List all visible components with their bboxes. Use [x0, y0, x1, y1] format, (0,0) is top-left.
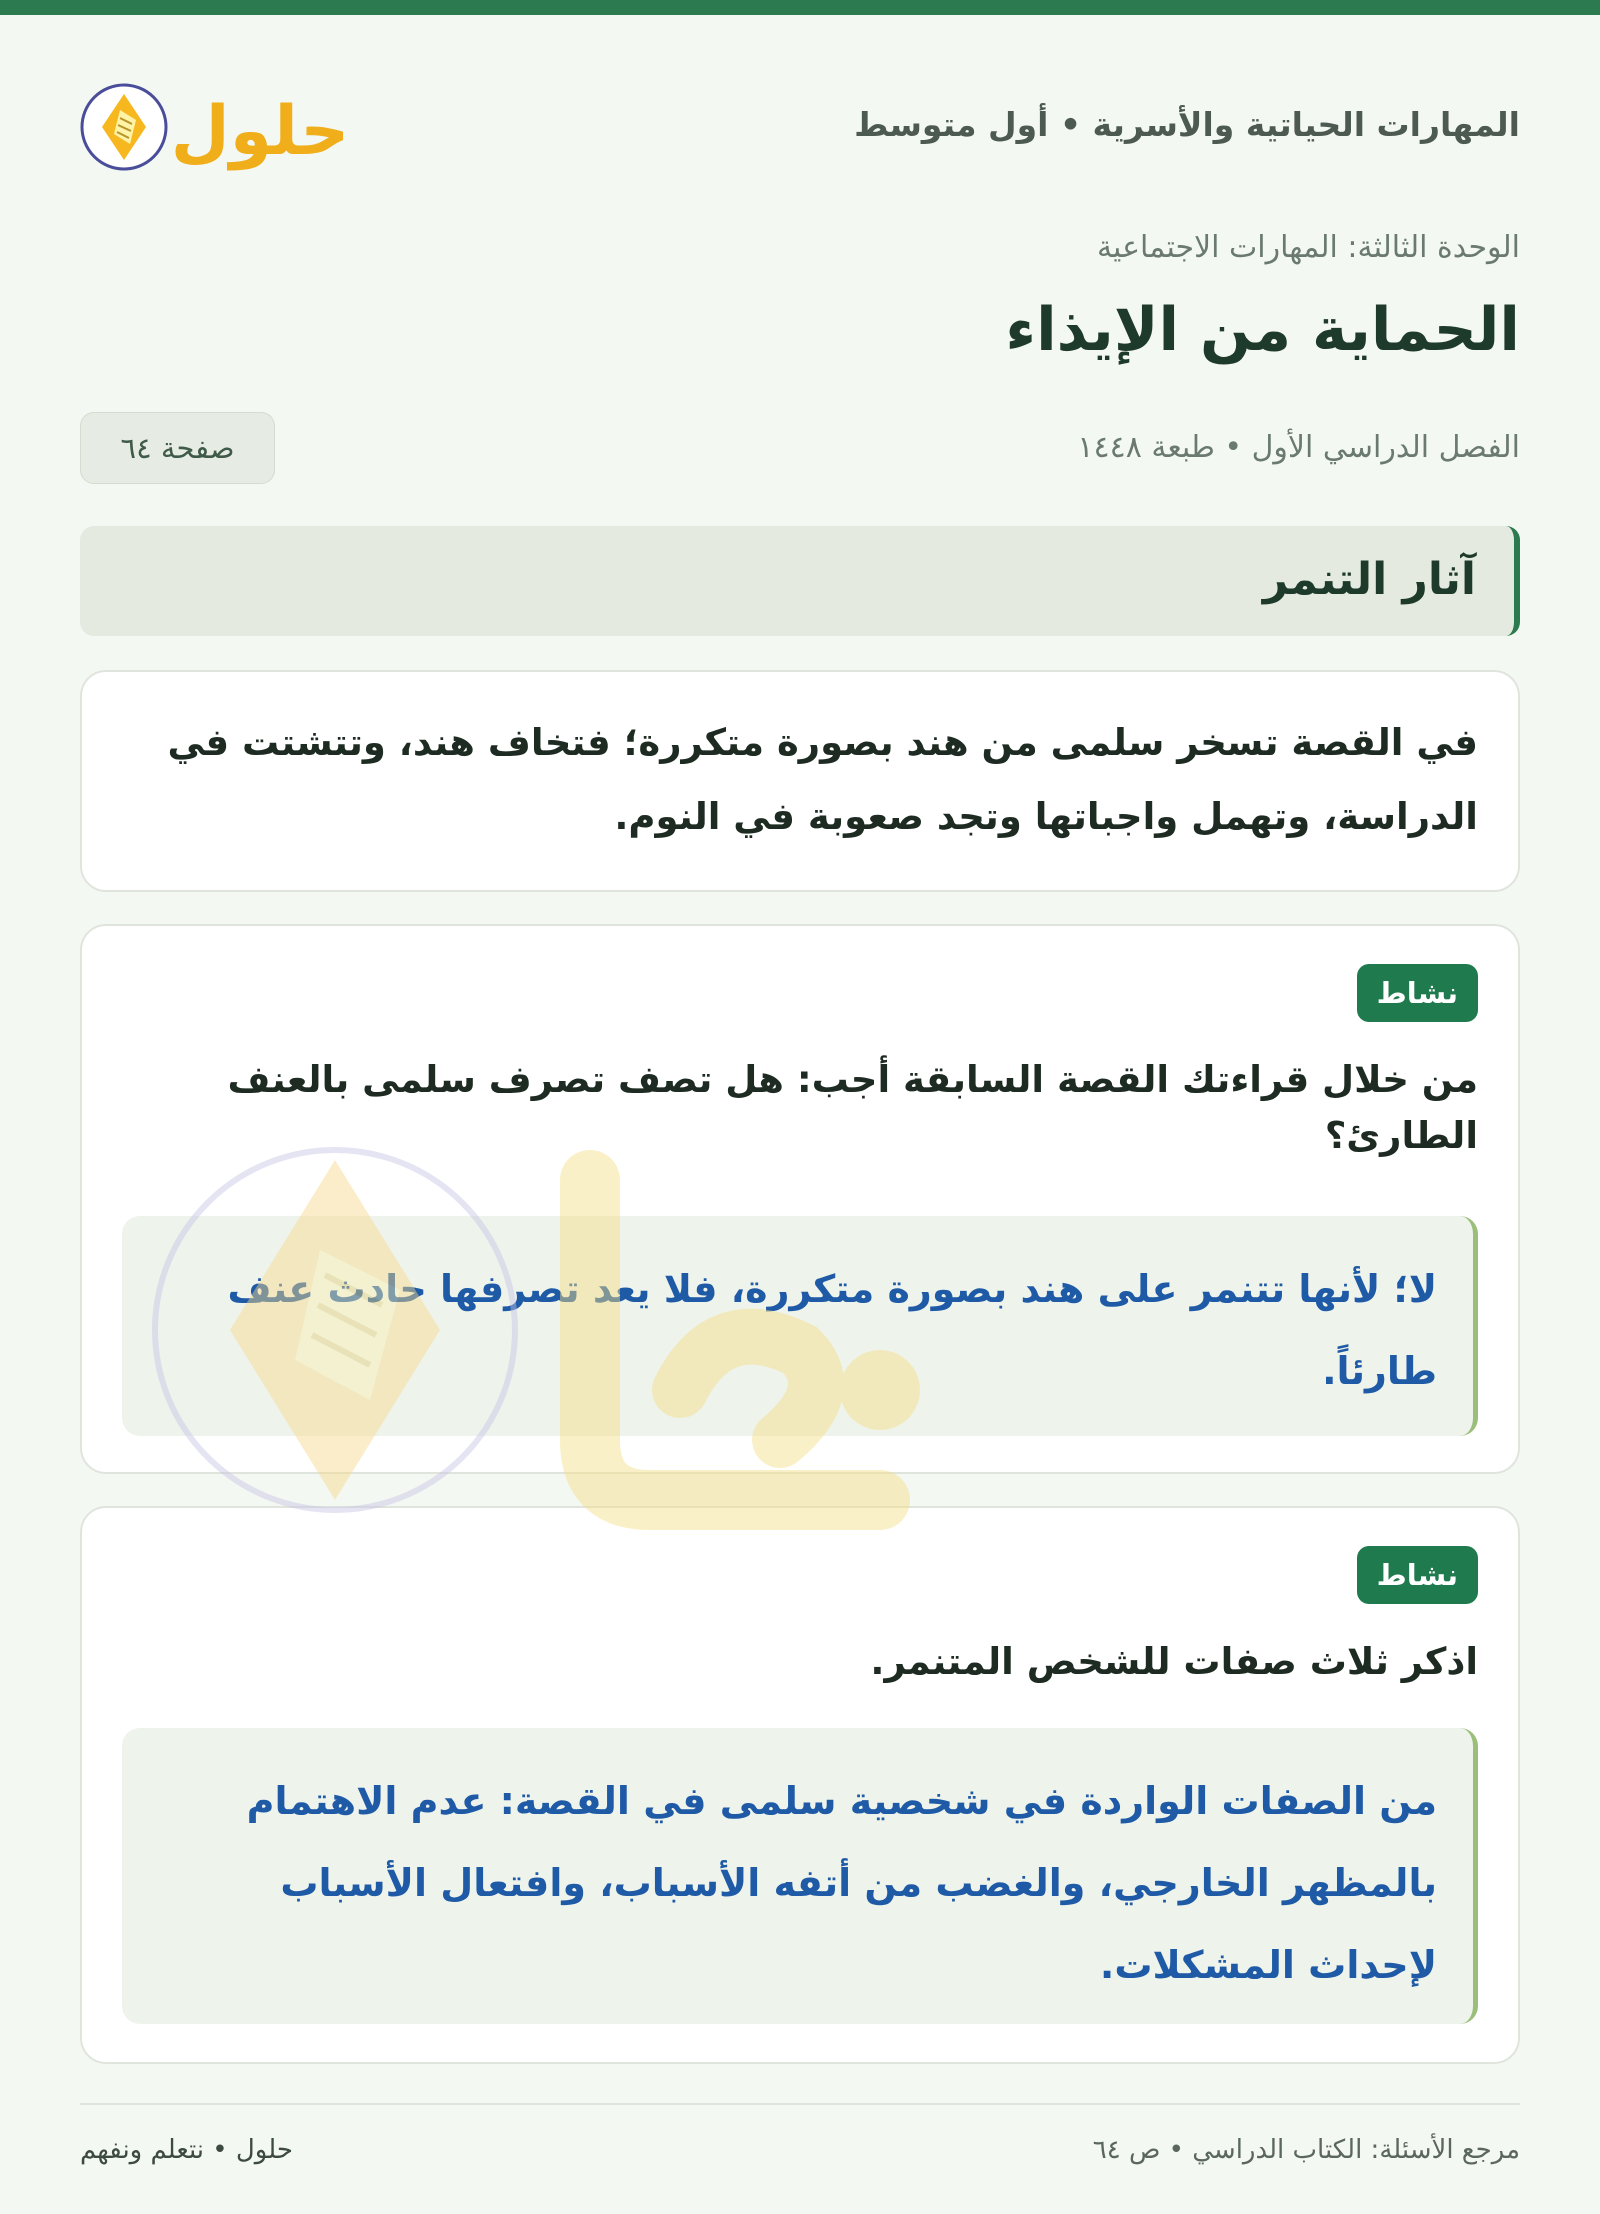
- section-header: [80, 526, 1520, 636]
- activity-badge: نشاط: [1357, 964, 1478, 1022]
- activity-badge: نشاط: [1357, 1546, 1478, 1604]
- footer-reference: مرجع الأسئلة: الكتاب الدراسي • ص ٦٤: [1092, 2135, 1520, 2165]
- story-card: [80, 670, 1520, 892]
- unit-label: الوحدة الثالثة: المهارات الاجتماعية: [1096, 230, 1520, 265]
- logo-text: حلول: [170, 92, 350, 171]
- section-title: آثار التنمر: [1262, 554, 1476, 605]
- subject-title: المهارات الحياتية والأسرية • أول متوسط: [854, 105, 1520, 144]
- activity-card: [80, 1506, 1520, 2064]
- activity-question: اذكر ثلاث صفات للشخص المتنمر.: [870, 1640, 1478, 1683]
- footer-brand: حلول • نتعلم ونفهم: [80, 2135, 293, 2165]
- answer-box: [122, 1216, 1478, 1436]
- answer-text: لا؛ لأنها تتنمر على هند بصورة متكررة، فلا يعد تصرفها حادث عنف طارئاً.: [227, 1267, 1437, 1393]
- page-header: [80, 60, 1520, 190]
- edition-label: الفصل الدراسي الأول • طبعة ١٤٤٨: [1077, 430, 1520, 465]
- answer-text: من الصفات الواردة في شخصية سلمى في القصة: عدم الاهتمام بالمظهر الخارجي، والغضب من أتفه الأسباب، وافتعال الأسباب لإحداث المشكلات.: [246, 1779, 1437, 1987]
- activity-card: [80, 924, 1520, 1474]
- page-number-badge: صفحة ٦٤: [80, 412, 275, 484]
- answer-box: [122, 1728, 1478, 2024]
- story-text: في القصة تسخر سلمى من هند بصورة متكررة؛ فتخاف هند، وتتشتت في الدراسة، وتهمل واجباتها وتجد صعوبة في النوم.: [167, 721, 1478, 838]
- logo[interactable]: [80, 82, 365, 172]
- lesson-title: الحماية من الإيذاء: [1005, 295, 1520, 365]
- top-accent-bar: [0, 0, 1600, 15]
- footer-divider: [80, 2103, 1520, 2105]
- activity-question: من خلال قراءتك القصة السابقة أجب: هل تصف تصرف سلمى بالعنف الطارئ؟: [227, 1058, 1478, 1157]
